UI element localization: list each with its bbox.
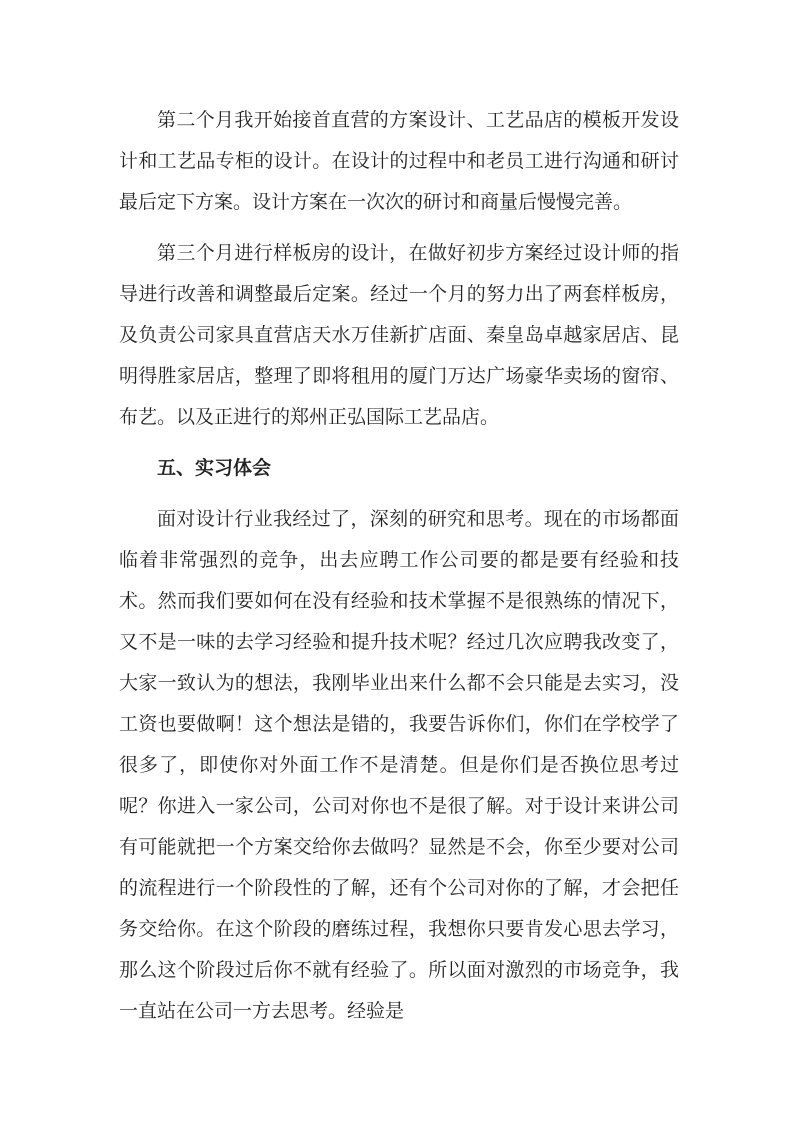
paragraph-internship-experience: 面对设计行业我经过了，深刻的研究和思考。现在的市场都面临着非常强烈的竞争，出去应聘工作公司要的都是要有经验和技术。然而我们要如何在没有经验和技术掌握不是很熟练的情况下，又不是一味的去学习经验和提升技术呢？经过几次应聘我改变了，大家一致认为的想法，我刚毕业出来什么都不会只能是去实习，没工资也要做啊！这个想法是错的，我要告诉你们，你们在学校学了很多了，即使你对外面工作不是清楚。但是你们是否换位思考过呢？你进入一家公司，公司对你也不是很了解。对于设计来讲公司有可能就把一个方案交给你去做吗？显然是不会，你至少要对公司的流程进行一个阶段性的了解，还有个公司对你的了解，才会把任务交给你。在这个阶段的磨练过程，我想你只要肯发心思去学习，那么这个阶段过后你不就有经验了。所以面对激烈的市场竞争，我一直站在公司一方去思考。经验是 (119, 508, 679, 1022)
paragraph-month-two: 第二个月我开始接首直营的方案设计、工艺品店的模板开发设计和工艺品专柜的设计。在设计的过程中和老员工进行沟通和研讨最后定下方案。设计方案在一次次的研讨和商量后慢慢完善。 (119, 109, 679, 213)
document-body (119, 100, 679, 1042)
paragraph-month-three: 第三个月进行样板房的设计，在做好初步方案经过设计师的指导进行改善和调整最后定案。经过一个月的努力出了两套样板房，及负责公司家具直营店天水万佳新扩店面、秦皇岛卓越家居店、昆明得胜家居店，整理了即将租用的厦门万达广场豪华卖场的窗帘、布艺。以及正进行的郑州正弘国际工艺品店。 (119, 242, 679, 428)
section-heading: 五、实习体会 (157, 457, 272, 479)
